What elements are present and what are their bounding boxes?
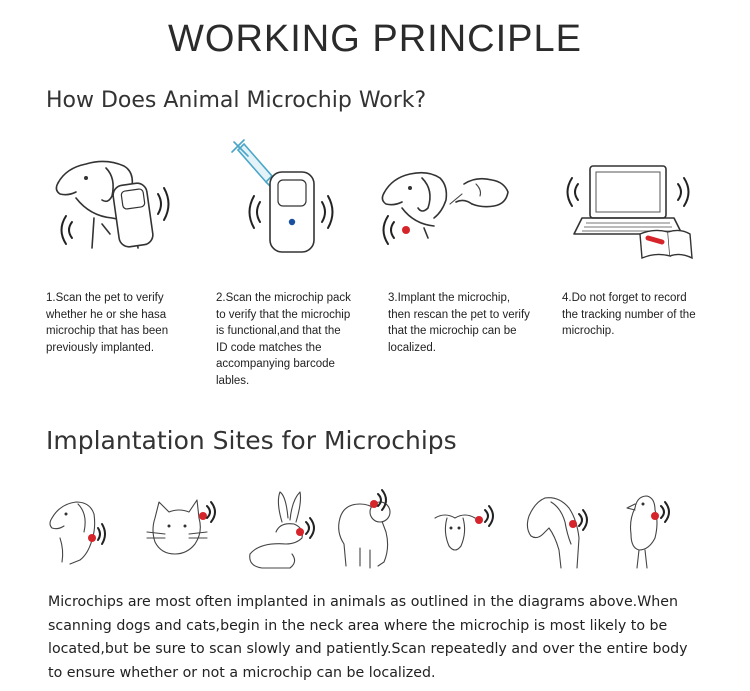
step-1-text: 1.Scan the pet to verify whether he or she hasa microchip that has been previously implanted.: [46, 292, 169, 354]
monkey-icon: [339, 490, 390, 568]
cow-icon: [435, 506, 493, 550]
laptop-record-icon: [558, 138, 718, 273]
dog-scan-icon: [46, 138, 206, 273]
step-2-text: 2.Scan the microchip pack to verify that the microchip is functional,and that the ID code matches the accompanying barcode lables.: [216, 292, 351, 387]
rabbit-icon: [250, 492, 314, 568]
section-heading-implantation-sites: Implantation Sites for Microchips: [46, 426, 457, 455]
step-3-text: 3.Implant the microchip, then rescan the pet to verify that the microchip can be localized.: [388, 292, 530, 354]
scanner-syringe-icon: [218, 138, 378, 273]
animal-silhouettes: [40, 488, 720, 578]
dog-icon: [50, 502, 105, 564]
cat-icon: [147, 500, 215, 554]
page-title: WORKING PRINCIPLE: [168, 18, 582, 60]
section-heading-how-it-works: How Does Animal Microchip Work?: [46, 88, 427, 113]
implantation-paragraph: Microchips are most often implanted in animals as outlined in the diagrams above.When scanning dogs and cats,begin in the neck area where the microchip is most likely to be located,but be sure to scan slowly and patiently.Scan repeatedly and over the entire body to ensure whether or not a microchip can be localized.: [48, 594, 688, 681]
horse-icon: [527, 498, 587, 568]
step-4-text: 4.Do not forget to record the tracking number of the microchip.: [562, 292, 696, 337]
bird-icon: [627, 496, 669, 568]
dog-implant-icon: [378, 138, 538, 273]
